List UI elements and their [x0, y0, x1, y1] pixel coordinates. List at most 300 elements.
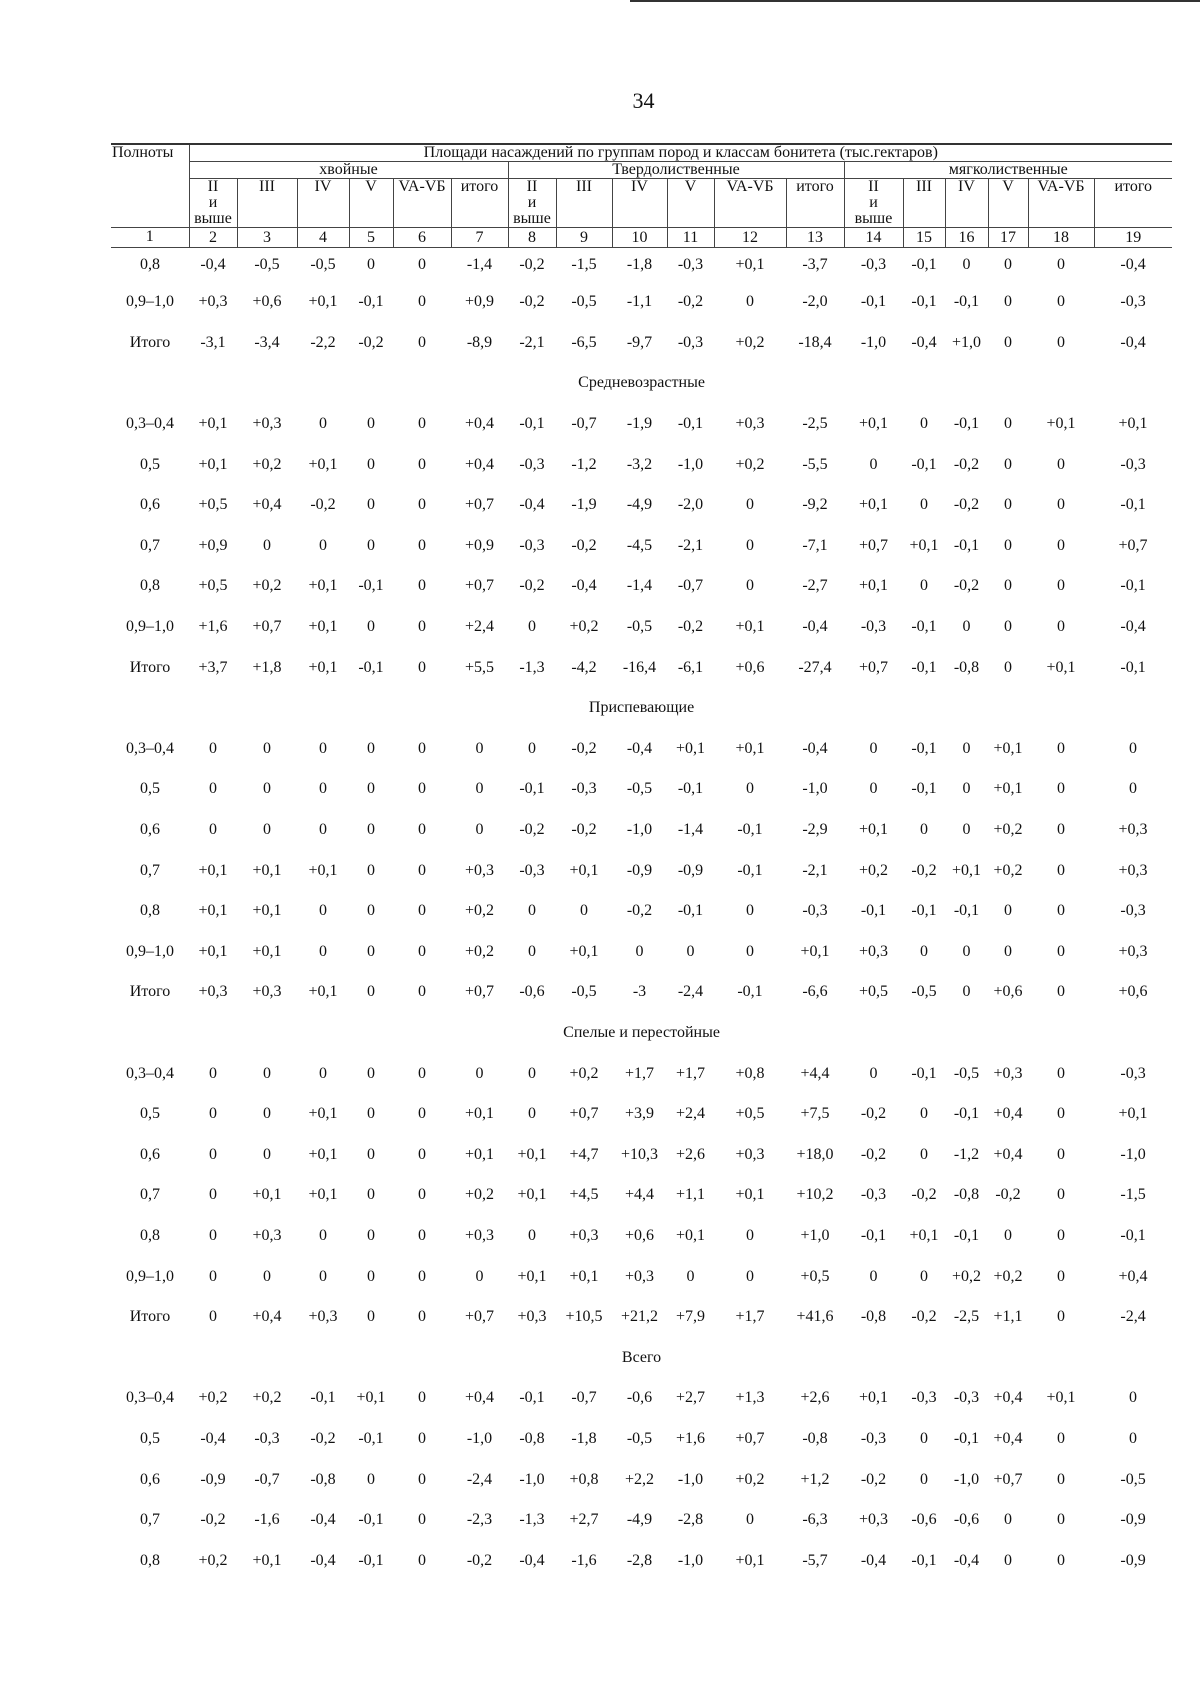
table-cell: 0: [418, 1267, 426, 1285]
table-cell: -5,5: [802, 455, 828, 473]
table-cell: -0,2: [519, 821, 545, 839]
table-cell: -0,1: [519, 415, 545, 433]
table-cell: +0,1: [1118, 1105, 1148, 1123]
column-number-9: 9: [556, 228, 612, 248]
table-cell: -0,6: [953, 1511, 980, 1529]
row-label: 0,9–1,0: [126, 618, 174, 636]
table-cell: +0,1: [858, 415, 889, 433]
table-cell: -0,2: [860, 1145, 887, 1163]
table-cell: +5,5: [464, 658, 495, 676]
table-cell: 0: [319, 902, 327, 920]
table-cell: +0,6: [624, 1226, 655, 1244]
table-cell: 0: [418, 1064, 426, 1082]
table-cell: -0,5: [626, 1429, 653, 1447]
table-row: [111, 248, 1172, 283]
table-row: [111, 810, 1172, 851]
table-cell: -0,2: [860, 1105, 887, 1123]
table-cell: -0,6: [519, 983, 545, 1001]
table-cell: -0,2: [626, 902, 653, 920]
table-cell: 0: [367, 1470, 375, 1488]
table-cell: +0,1: [308, 658, 338, 676]
table-cell: 0: [475, 1064, 484, 1082]
table-cell: +0,1: [356, 1389, 386, 1407]
row-label: 0,3–0,4: [126, 739, 174, 757]
table-cell: 0: [686, 942, 695, 960]
table-cell: -2,8: [626, 1551, 653, 1569]
table-cell: +0,1: [252, 942, 282, 960]
table-cell: +1,2: [800, 1470, 830, 1488]
table-cell: +0,1: [308, 577, 338, 595]
table-cell: -0,1: [953, 536, 980, 554]
table-cell: -1,8: [571, 1429, 597, 1447]
table-cell: 0: [263, 1145, 271, 1163]
table-row: [111, 526, 1172, 567]
table-cell: -0,2: [911, 1308, 937, 1326]
table-cell: +0,1: [735, 739, 765, 757]
table-row: [111, 1459, 1172, 1500]
table-cell: +0,6: [1118, 983, 1148, 1001]
table-cell: -0,5: [254, 256, 280, 273]
table-cell: -0,3: [1120, 293, 1146, 311]
group-header-coniferous: хвойные: [189, 162, 508, 179]
table-cell: -2,8: [677, 1511, 704, 1529]
table-cell: 0: [367, 1308, 375, 1326]
table-cell: 0: [1004, 1226, 1012, 1244]
table-cell: -9,7: [626, 333, 653, 351]
table-cell: 0: [869, 1267, 878, 1285]
row-label: 0,9–1,0: [126, 942, 174, 960]
table-cell: -6,6: [802, 983, 828, 1001]
row-label: 0,8: [140, 256, 160, 273]
table-cell: +0,1: [735, 1551, 765, 1569]
table-cell: +1,8: [252, 658, 282, 676]
table-cell: 0: [869, 780, 878, 798]
table-cell: +2,4: [464, 618, 495, 636]
table-cell: 0: [1057, 942, 1065, 960]
table-cell: +0,2: [735, 1470, 765, 1488]
table-cell: -0,1: [911, 618, 937, 636]
table-cell: 0: [746, 1511, 754, 1529]
table-cell: 0: [920, 577, 928, 595]
table-cell: +0,4: [464, 415, 495, 433]
table-cell: -2,0: [802, 293, 828, 311]
table-cell: -0,2: [358, 333, 384, 351]
class-header-hardwood-3: IV: [612, 179, 667, 228]
table-cell: +0,1: [308, 455, 338, 473]
table-cell: +0,2: [252, 1389, 282, 1407]
table-cell: +0,3: [735, 415, 765, 433]
table-cell: 0: [746, 536, 754, 554]
table-cell: +0,3: [1118, 821, 1148, 839]
table-cell: 0: [418, 861, 426, 879]
table-cell: 0: [962, 983, 971, 1001]
row-label: 0,6: [140, 496, 160, 514]
table-cell: +0,1: [1046, 1389, 1076, 1407]
column-number-3: 3: [237, 228, 297, 248]
row-label: 0,6: [140, 1470, 160, 1488]
table-cell: +0,1: [308, 1105, 338, 1123]
table-row: [111, 1094, 1172, 1135]
table-cell: 0: [263, 536, 271, 554]
table-cell: 0: [418, 293, 426, 311]
table-cell: +0,2: [858, 861, 889, 879]
table-cell: +0,6: [735, 658, 765, 676]
table-cell: 0: [869, 739, 878, 757]
table-cell: 0: [635, 942, 644, 960]
table-cell: 0: [746, 496, 754, 514]
table-cell: -0,1: [911, 780, 937, 798]
table-cell: -1,3: [519, 658, 545, 676]
table-cell: -0,4: [1120, 256, 1146, 273]
table-cell: -0,4: [1120, 333, 1146, 351]
table-cell: -0,1: [1120, 577, 1146, 595]
table-row: [111, 729, 1172, 770]
table-cell: +0,1: [909, 536, 939, 554]
class-header-hardwood-4: V: [667, 179, 714, 228]
table-cell: 0: [367, 496, 375, 514]
table-cell: +0,1: [252, 1186, 282, 1204]
table-cell: -0,5: [911, 983, 937, 1001]
table-cell: 0: [1004, 496, 1012, 514]
table-cell: 0: [418, 942, 426, 960]
total-row: [111, 647, 1172, 688]
table-cell: 0: [962, 780, 971, 798]
table-cell: 0: [1057, 333, 1065, 351]
table-cell: -0,4: [911, 333, 937, 351]
table-cell: +0,1: [308, 1145, 338, 1163]
table-cell: +0,1: [517, 1145, 547, 1163]
table-cell: -9,2: [802, 496, 828, 514]
table-cell: +0,7: [858, 658, 889, 676]
column-number-1: 1: [111, 228, 189, 248]
table-cell: +0,4: [464, 455, 495, 473]
table-cell: -0,2: [677, 618, 704, 636]
class-header-hardwood-1: II и выше: [508, 179, 556, 228]
table-cell: -0,3: [519, 455, 545, 473]
table-cell: 0: [1057, 577, 1065, 595]
table-cell: -0,1: [358, 1511, 384, 1529]
table-cell: 0: [367, 780, 375, 798]
class-header-hardwood-6: итого: [786, 179, 844, 228]
table-row: [111, 1216, 1172, 1257]
table-header: [111, 144, 1172, 248]
table-cell: -2,2: [310, 333, 336, 351]
table-cell: -0,1: [1120, 1226, 1146, 1244]
table-cell: -0,1: [953, 1226, 980, 1244]
table-cell: -0,3: [953, 1389, 980, 1407]
table-cell: -4,2: [571, 658, 597, 676]
class-header-row: [111, 179, 1172, 228]
table-cell: 0: [209, 739, 217, 757]
table-cell: -0,7: [571, 1389, 597, 1407]
table-cell: +0,1: [951, 861, 982, 879]
table-cell: 0: [418, 1145, 426, 1163]
section-title-row: [111, 1337, 1172, 1378]
table-cell: 0: [528, 1064, 536, 1082]
table-cell: 0: [686, 1267, 695, 1285]
table-cell: 0: [367, 256, 375, 273]
table-cell: -0,1: [911, 1551, 937, 1569]
table-cell: -0,3: [860, 618, 887, 636]
table-cell: +0,3: [308, 1308, 338, 1326]
table-cell: 0: [367, 415, 375, 433]
table-cell: +0,1: [675, 1226, 706, 1244]
table-cell: -1,0: [519, 1470, 545, 1488]
table-cell: -0,2: [310, 496, 336, 514]
table-cell: 0: [1057, 1145, 1065, 1163]
table-cell: +0,9: [464, 536, 495, 554]
row-label: 0,9–1,0: [126, 293, 174, 311]
table-cell: 0: [528, 902, 536, 920]
forest-area-table: [111, 143, 1172, 1581]
table-cell: -1,0: [1120, 1145, 1146, 1163]
row-label: 0,7: [140, 861, 160, 879]
table-cell: +0,2: [993, 861, 1023, 879]
table-cell: -0,3: [1120, 455, 1146, 473]
table-cell: -0,1: [860, 1226, 887, 1244]
table-cell: -0,2: [200, 1511, 226, 1529]
table-cell: +0,1: [993, 780, 1023, 798]
section-title: Спелые и перестойные: [563, 1023, 720, 1041]
table-cell: +0,3: [198, 983, 228, 1001]
section-title: Приспевающие: [588, 699, 695, 717]
table-cell: +0,1: [198, 942, 228, 960]
table-cell: 0: [418, 415, 426, 433]
table-cell: 0: [580, 902, 588, 920]
table-cell: -0,1: [310, 1389, 336, 1407]
table-cell: -0,3: [519, 536, 545, 554]
table-cell: -0,1: [358, 577, 384, 595]
table-cell: 0: [1004, 333, 1012, 351]
table-cell: +0,1: [517, 1186, 547, 1204]
table-cell: 0: [418, 1389, 426, 1407]
table-cell: -0,4: [860, 1551, 887, 1569]
table-cell: -0,1: [911, 256, 937, 273]
table-cell: -0,9: [200, 1470, 226, 1488]
table-cell: 0: [1004, 1551, 1012, 1569]
table-cell: +4,5: [569, 1186, 599, 1204]
table-cell: 0: [1057, 983, 1065, 1001]
table-cell: 0: [319, 1064, 327, 1082]
table-cell: 0: [962, 256, 971, 273]
column-number-18: 18: [1028, 228, 1094, 248]
table-cell: 0: [418, 1186, 426, 1204]
class-header-coniferous-1: II и выше: [189, 179, 237, 228]
table-cell: -0,2: [995, 1186, 1021, 1204]
table-cell: +0,3: [624, 1267, 655, 1285]
column-number-2: 2: [189, 228, 237, 248]
table-cell: -0,1: [953, 902, 980, 920]
table-cell: +1,1: [993, 1308, 1023, 1326]
table-cell: -0,4: [1120, 618, 1146, 636]
table-cell: 0: [418, 983, 426, 1001]
row-label: 0,8: [140, 1226, 160, 1244]
table-cell: -1,1: [626, 293, 653, 311]
table-cell: -2,5: [953, 1308, 980, 1326]
table-row: [111, 1540, 1172, 1581]
table-cell: 0: [319, 415, 327, 433]
class-header-softwood-3: IV: [945, 179, 988, 228]
table-cell: 0: [367, 1267, 375, 1285]
row-label: 0,7: [140, 536, 160, 554]
table-cell: -0,1: [677, 902, 704, 920]
table-cell: 0: [1004, 415, 1012, 433]
table-cell: +0,7: [464, 577, 495, 595]
table-cell: -1,4: [466, 256, 493, 273]
table-cell: -0,1: [911, 455, 937, 473]
table-cell: 0: [209, 821, 217, 839]
table-cell: +0,3: [993, 1064, 1023, 1082]
table-cell: +0,2: [993, 821, 1023, 839]
table-cell: -2,4: [466, 1470, 493, 1488]
table-cell: -1,6: [254, 1511, 280, 1529]
table-cell: 0: [1057, 455, 1065, 473]
table-cell: 0: [1129, 780, 1138, 798]
top-rule: [630, 0, 1200, 2]
table-cell: -27,4: [798, 658, 832, 676]
table-cell: 0: [209, 1226, 217, 1244]
column-number-12: 12: [714, 228, 786, 248]
table-cell: +0,3: [517, 1308, 547, 1326]
section-title-row: [111, 688, 1172, 729]
column-number-6: 6: [393, 228, 451, 248]
table-cell: -3,7: [802, 256, 828, 273]
table-cell: -0,5: [571, 983, 597, 1001]
table-cell: 0: [209, 1105, 217, 1123]
table-cell: 0: [319, 1226, 327, 1244]
table-cell: +0,6: [993, 983, 1023, 1001]
table-cell: 0: [1057, 256, 1065, 273]
table-cell: 0: [418, 1551, 426, 1569]
table-cell: -0,2: [466, 1551, 493, 1569]
table-cell: -0,3: [802, 902, 828, 920]
table-cell: -0,4: [802, 739, 828, 757]
table-cell: +0,1: [675, 739, 706, 757]
table-cell: -1,4: [677, 821, 704, 839]
table-cell: -0,1: [953, 293, 980, 311]
table-cell: +0,3: [858, 1511, 889, 1529]
table-cell: -0,9: [1120, 1511, 1146, 1529]
table-cell: -0,9: [626, 861, 653, 879]
table-cell: 0: [746, 293, 754, 311]
total-row: [111, 323, 1172, 364]
table-cell: 0: [1004, 293, 1012, 311]
table-cell: 0: [418, 577, 426, 595]
table-cell: 0: [746, 780, 754, 798]
class-header-softwood-1: II и выше: [844, 179, 903, 228]
table-cell: -0,4: [571, 577, 597, 595]
table-cell: -0,4: [802, 618, 828, 636]
table-cell: -0,8: [860, 1308, 887, 1326]
table-cell: 0: [367, 1226, 375, 1244]
table-cell: +1,6: [675, 1429, 706, 1447]
section-title-row: [111, 363, 1172, 404]
table-cell: 0: [319, 739, 327, 757]
table-cell: +0,7: [858, 536, 889, 554]
table-cell: -0,1: [860, 293, 887, 311]
table-cell: +0,1: [252, 861, 282, 879]
table-cell: +0,3: [464, 861, 495, 879]
table-cell: +1,3: [735, 1389, 765, 1407]
table-cell: -2,4: [1120, 1308, 1146, 1326]
header-title: Площади насаждений по группам пород и классам бонитета (тыс.гектаров): [189, 144, 1172, 162]
table-cell: -0,1: [519, 780, 545, 798]
table-cell: +1,6: [198, 618, 228, 636]
row-label: 0,5: [140, 1105, 160, 1123]
table-cell: -6,1: [677, 658, 704, 676]
table-cell: +0,7: [1118, 536, 1148, 554]
table-cell: -0,2: [677, 293, 704, 311]
table-cell: -0,3: [911, 1389, 937, 1407]
column-number-17: 17: [988, 228, 1028, 248]
table-body: [111, 248, 1172, 1582]
table-cell: -0,7: [677, 577, 704, 595]
table-cell: +0,1: [1046, 658, 1076, 676]
table-cell: -6,3: [802, 1511, 828, 1529]
table-cell: +0,2: [951, 1267, 982, 1285]
table-cell: +4,4: [624, 1186, 655, 1204]
column-number-11: 11: [667, 228, 714, 248]
table-cell: +0,1: [569, 942, 599, 960]
table-cell: -0,1: [911, 658, 937, 676]
table-cell: +0,2: [735, 333, 765, 351]
table-cell: -0,3: [860, 256, 887, 273]
table-cell: 0: [367, 1105, 375, 1123]
table-cell: 0: [1004, 1511, 1012, 1529]
table-cell: -4,9: [626, 496, 653, 514]
table-cell: +0,5: [735, 1105, 765, 1123]
table-cell: -2,1: [802, 861, 828, 879]
table-cell: 0: [367, 1145, 375, 1163]
table-row: [111, 444, 1172, 485]
table-cell: 0: [920, 1105, 928, 1123]
table-cell: -0,1: [358, 1429, 384, 1447]
table-cell: -1,9: [571, 496, 597, 514]
table-cell: +0,1: [858, 821, 889, 839]
table-cell: +0,3: [1118, 942, 1148, 960]
table-cell: +0,3: [569, 1226, 599, 1244]
table-cell: +0,8: [569, 1470, 599, 1488]
table-cell: +2,7: [675, 1389, 706, 1407]
table-cell: +0,1: [308, 861, 338, 879]
table-cell: 0: [475, 821, 484, 839]
table-cell: +0,1: [464, 1105, 495, 1123]
table-cell: +0,2: [464, 1186, 495, 1204]
table-cell: 0: [1004, 942, 1012, 960]
table-cell: -1,0: [802, 780, 828, 798]
table-cell: 0: [1057, 618, 1065, 636]
row-label: 0,6: [140, 821, 160, 839]
table-cell: +0,5: [198, 496, 228, 514]
table-cell: 0: [263, 1267, 271, 1285]
table-cell: 0: [418, 1226, 426, 1244]
table-cell: +0,1: [909, 1226, 939, 1244]
row-label: 0,3–0,4: [126, 1389, 174, 1407]
table-cell: +0,7: [464, 983, 495, 1001]
table-cell: -1,9: [626, 415, 653, 433]
table-cell: -1,3: [519, 1511, 545, 1529]
table-cell: 0: [418, 496, 426, 514]
total-row: [111, 1297, 1172, 1338]
table-cell: 0: [418, 1511, 426, 1529]
table-cell: 0: [1129, 1389, 1138, 1407]
table-cell: -0,4: [519, 1551, 545, 1569]
table-row: [111, 932, 1172, 973]
table-cell: 0: [418, 780, 426, 798]
table-cell: +0,1: [858, 1389, 889, 1407]
table-cell: +0,1: [308, 1186, 338, 1204]
table-cell: 0: [746, 902, 754, 920]
